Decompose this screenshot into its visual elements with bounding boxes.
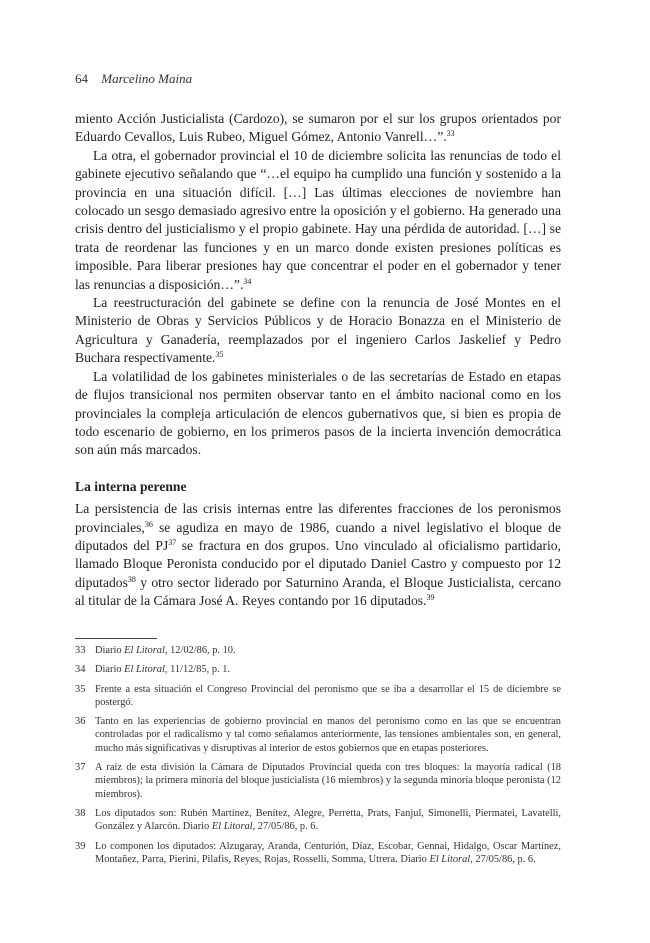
body-text [75, 110, 561, 611]
footnote-text [95, 663, 561, 676]
text-run: , 27/05/86, p. 6. [470, 853, 536, 865]
italic-text: El Litoral [429, 853, 471, 865]
footnote-number: 37 [75, 762, 86, 774]
footnote-text [95, 840, 561, 867]
footnote-ref: 34 [243, 276, 252, 286]
footnote-ref: 35 [215, 350, 224, 360]
footnote [75, 644, 561, 657]
text-run: y otro sector liderado por Saturnino Aranda, el Bloque Justicialista, cercano al titular de la Cámara José A. Reyes contando por 16 diputados. [75, 574, 561, 609]
footnote-number: 33 [75, 645, 86, 656]
footnotes [75, 644, 561, 872]
footnote-text [95, 761, 561, 801]
running-head [75, 71, 192, 87]
section-paragraphs [75, 500, 561, 610]
footnote-text [95, 683, 561, 710]
paragraph [75, 294, 561, 368]
text-run: La otra, el gobernador provincial el 10 de diciembre solicita las renuncias de todo el gabinete ejecutivo señalando que “…el equipo ha cumplido una función y sostenido a la provincia en una situación difícil. […] Las últimas elecciones de noviembre han colocado un sesgo demasiado agresivo entre la oposición y el gobierno. Ha generado una crisis dentro del justicialismo y el propio gabinete. Hay una pérdida de autoridad. […] se trata de reordenar las funciones y en un marco donde existen presiones políticas es imposible. Para liberar presiones hay que concentrar el poder en el gobernador y tener las renuncias a disposición…”. [75, 147, 561, 292]
text-run: Tanto en las experiencias de gobierno provincial en manos del peronismo como en las que se encuentran controladas por el radicalismo y tal como señalamos anteriormente, las tensiones ambientales son, en general, mucho más significativas y disruptivas al interior de estos gobiernos que en etapas posteriores. [95, 716, 561, 754]
text-run: Frente a esta situación el Congreso Provincial del peronismo que se iba a desarrollar el 15 de diciembre se postergó. [95, 683, 561, 708]
footnote-number: 38 [75, 807, 86, 819]
footnote [75, 715, 561, 755]
footnote-text [95, 644, 561, 657]
running-head-author: Marcelino Maina [101, 71, 193, 86]
text-run: La persistencia de las crisis internas entre las diferentes fracciones de los peronismos provinciales, [75, 501, 561, 535]
text-run: miento Acción Justicialista (Cardozo), se sumaron por el sur los grupos orientados por Eduardo Cevallos, Luis Rubeo, Miguel Gómez, Antonio Vanrell…”. [75, 111, 561, 145]
text-run: , 12/02/86, p. 10. [164, 645, 236, 656]
footnote-text [95, 807, 561, 834]
footnote-ref: 33 [446, 129, 455, 139]
footnote-rule [75, 638, 157, 639]
text-run: Lo componen los diputados: Alzugaray, Aranda, Centurión, Díaz, Escobar, Gennai, Hidalgo, Oscar Martínez, Montañez, Parra, Pierini, Pilafis, Reyes, Rojas, Rosselli, Somma, Utrera. Diario [95, 840, 561, 865]
paragraph [75, 147, 561, 294]
text-run: La reestructuración del gabinete se define con la renuncia de José Montes en el Ministerio de Obras y Servicios Públicos y de Horacio Bonazza en el Ministerio de Agricultura y Ganadería, reemplazados por el ingeniero Carlos Jaskelief y Pedro Buchara respectivamente. [75, 295, 561, 366]
text-run: se fractura en dos grupos. Uno vinculado al oficialismo partidario, llamado Bloque Peronista conducido por el diputado Daniel Castro y compuesto por 12 diputados [75, 537, 561, 590]
footnote-ref: 39 [426, 593, 435, 603]
footnote-number: 39 [75, 840, 86, 852]
italic-text: El Litoral [124, 645, 165, 656]
body-paragraphs [75, 110, 561, 460]
text-run: La volatilidad de los gabinetes ministeriales o de las secretarías de Estado en etapas de flujos transicional nos permiten observar tanto en el ámbito nacional como en los provinciales la compleja articulación de elencos gubernativos que, si bien es propia de todo escenario de gobierno, en los primeros pasos de la incierta invención democrática son aún más marcados. [75, 368, 561, 458]
text-run: Diario [95, 664, 125, 676]
footnote-ref: 38 [127, 574, 136, 584]
paragraph [75, 500, 561, 610]
footnote-ref: 37 [168, 537, 177, 547]
paragraph [75, 368, 561, 460]
footnote [75, 807, 561, 834]
footnote-number: 35 [75, 683, 86, 695]
text-run: Los diputados son: Rubén Martínez, Benítez, Alegre, Perretta, Prats, Fanjul, Simonelli, Piermatei, Lavatelli, González y Alarcón. Diario [95, 807, 561, 833]
footnote-ref: 36 [144, 519, 153, 529]
page-number: 64 [75, 71, 88, 86]
italic-text: El Litoral [211, 821, 253, 833]
text-run: Diario [95, 645, 125, 656]
footnote [75, 761, 561, 801]
section-heading: La interna perenne [75, 478, 187, 494]
text-run: , 27/05/86, p. 6. [252, 821, 319, 833]
italic-text: El Litoral [124, 664, 165, 676]
footnote-number: 36 [75, 716, 86, 728]
footnote [75, 683, 561, 710]
footnote-text [95, 715, 561, 755]
text-run: se agudiza en mayo de 1986, cuando a nivel legislativo el bloque de diputados del PJ [75, 519, 561, 553]
paragraph [75, 110, 561, 147]
footnote [75, 663, 561, 676]
text-run: , 11/12/85, p. 1. [164, 664, 231, 676]
text-run: A raíz de esta división la Cámara de Diputados Provincial queda con tres bloques: la mayoría radical (18 miembros); la primera minoría del bloque justicialista (16 miembros) y la segunda minoría bloque peronista (12 miembros). [95, 762, 561, 800]
footnote-number: 34 [75, 664, 86, 676]
footnote [75, 840, 561, 867]
